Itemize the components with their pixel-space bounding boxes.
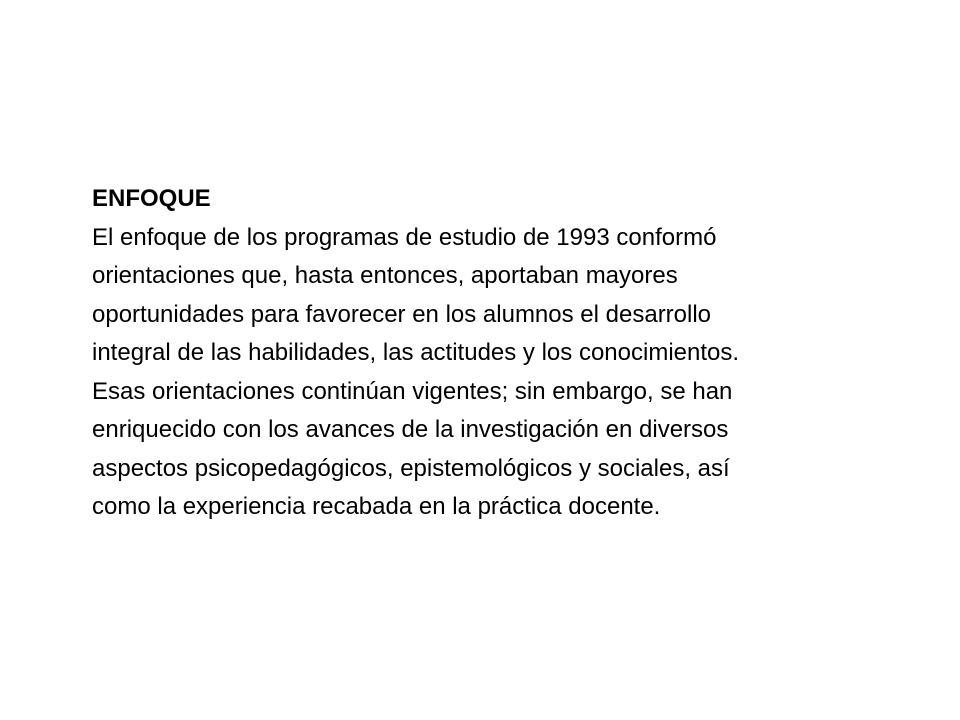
paragraph-line: Esas orientaciones continúan vigentes; sin embargo, se han [92,377,733,405]
paragraph-line: oportunidades para favorecer en los alumnos el desarrollo [92,300,712,328]
slide-heading: ENFOQUE [92,185,211,212]
slide-text-block [92,180,882,527]
paragraph-line: como la experiencia recabada en la práctica docente. [92,493,661,520]
paragraph-line: aspectos psicopedagógicos, epistemológicos y sociales, así [92,454,730,482]
paragraph-line: El enfoque de los programas de estudio de 1993 conformó [92,223,717,251]
paragraph-line: enriquecido con los avances de la investigación en diversos [92,416,729,443]
paragraph-line: integral de las habilidades, las actitudes y los conocimientos. [92,339,740,366]
paragraph-line: orientaciones que, hasta entonces, aportaban mayores [92,262,678,289]
